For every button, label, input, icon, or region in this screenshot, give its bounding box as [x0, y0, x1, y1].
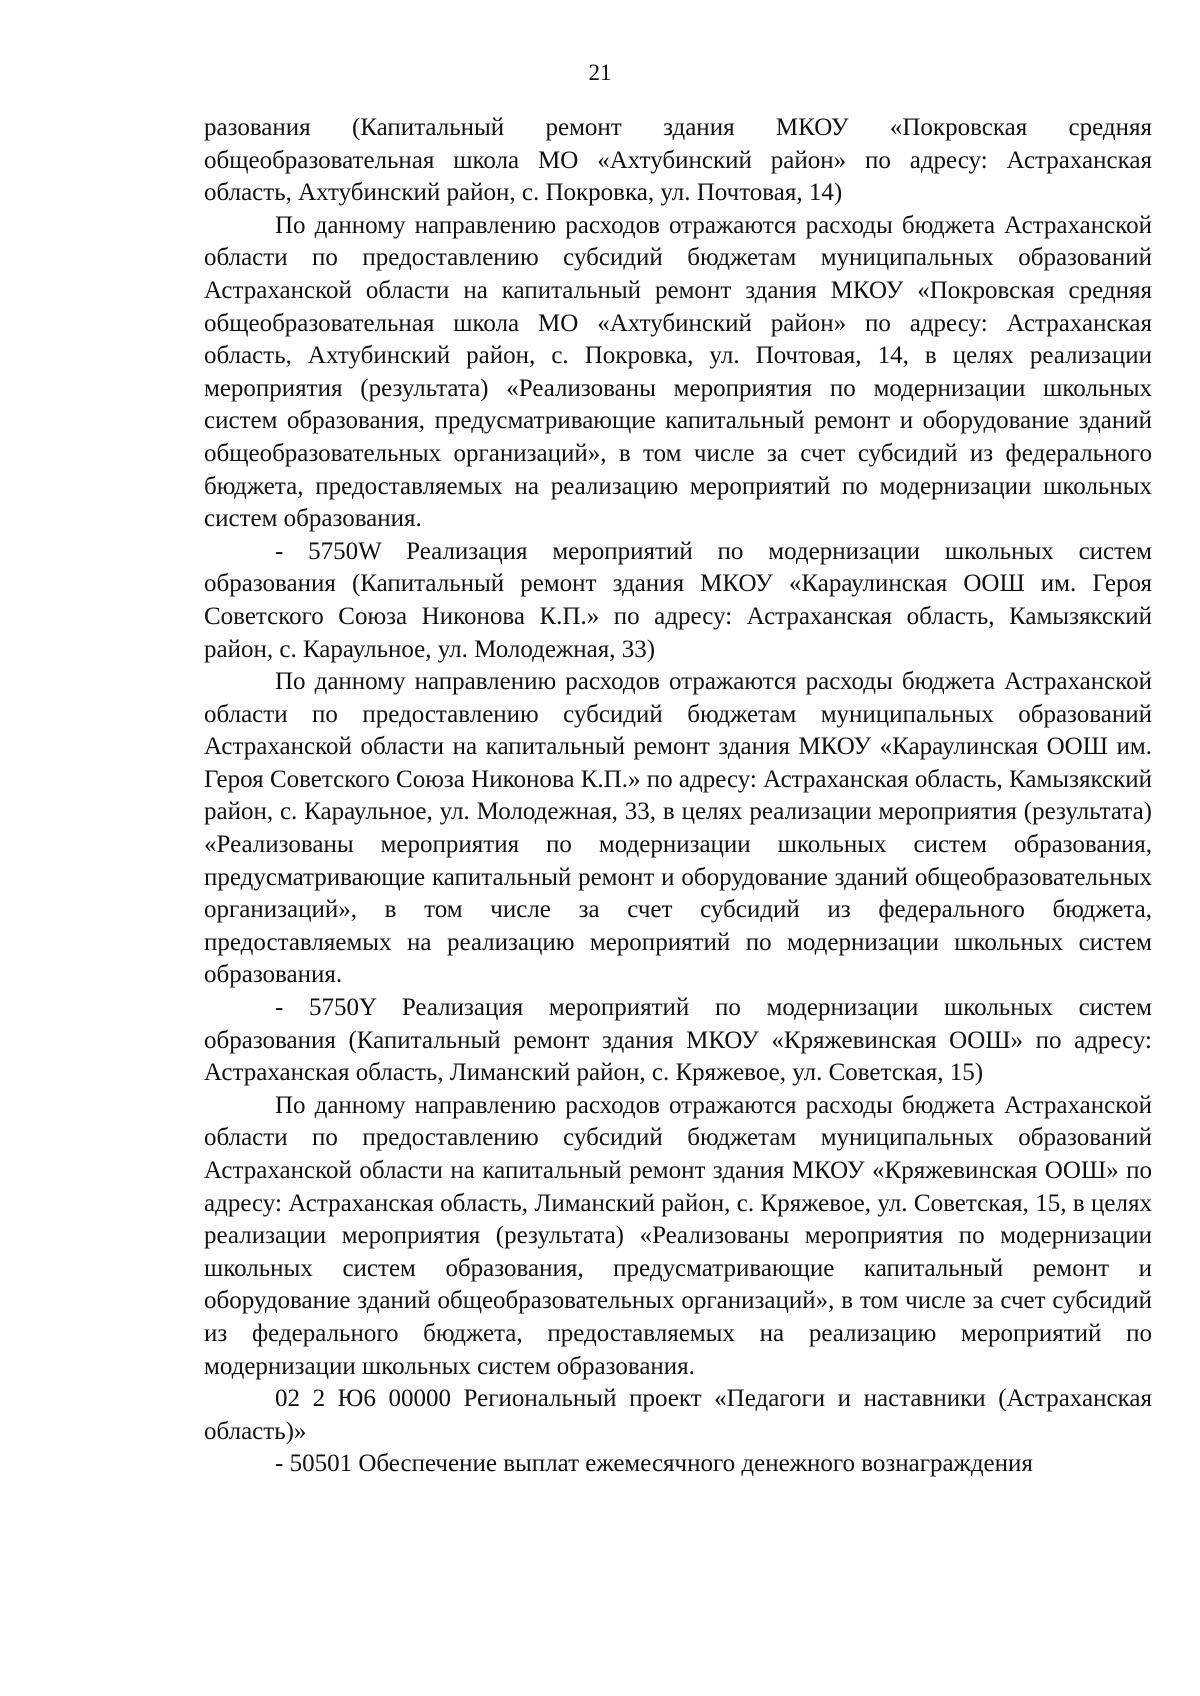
document-body — [204, 112, 1152, 1481]
paragraph-regional-project: 02 2 Ю6 00000 Региональный проект «Педагоги и наставники (Астраханская область)» — [204, 1385, 1152, 1445]
paragraph-description: По данному направлению расходов отражаются расходы бюджета Астраханской области по предоставлению субсидий бюджетам муниципальных образований Астраханской области на капитальный ремонт здания МКОУ «Кряжевинская ООШ» по адресу: Астраханская область, Лиманский район, с. Кряжевое, ул. Советская, 15, в целях реализации мероприятия (результата) «Реализованы мероприятия по модернизации школьных систем образования, предусматривающие капитальный ремонт и оборудование зданий общеобразовательных организаций», в том числе за счет субсидий из федерального бюджета, предоставляемых на реализацию мероприятий по модернизации школьных систем образования. — [204, 1091, 1152, 1380]
paragraph-continuation: разования (Капитальный ремонт здания МКОУ «Покровская средняя общеобразовательная школа МО «Ахтубинский район» по адресу: Астраханская область, Ахтубинский район, с. Покровка, ул. Почтовая, 14) — [204, 114, 1152, 207]
paragraph-description: По данному направлению расходов отражаются расходы бюджета Астраханской области по предоставлению субсидий бюджетам муниципальных образований Астраханской области на капитальный ремонт здания МКОУ «Покровская средняя общеобразовательная школа МО «Ахтубинский район» по адресу: Астраханская область, Ахтубинский район, с. Покровка, ул. Почтовая, 14, в целях реализации мероприятия (результата) «Реализованы мероприятия по модернизации школьных систем образования, предусматривающие капитальный ремонт и оборудование зданий общеобразовательных организаций», в том числе за счет субсидий из федерального бюджета, предоставляемых на реализацию мероприятий по модернизации школьных систем образования. — [204, 211, 1152, 533]
paragraph-item-5750w: - 5750W Реализация мероприятий по модернизации школьных систем образования (Капитальный ремонт здания МКОУ «Караулинская ООШ им. Героя Советского Союза Никонова К.П.» по адресу: Астраханская область, Камызякский район, с. Караульное, ул. Молодежная, 33) — [204, 537, 1152, 663]
paragraph-item-50501: - 50501 Обеспечение выплат ежемесячного денежного вознаграждения — [275, 1450, 1033, 1478]
page-number: 21 — [588, 60, 612, 85]
paragraph-item-5750y: - 5750Y Реализация мероприятий по модернизации школьных систем образования (Капитальный ремонт здания МКОУ «Кряжевинская ООШ» по адресу: Астраханская область, Лиманский район, с. Кряжевое, ул. Советская, 15) — [204, 994, 1152, 1087]
paragraph-description: По данному направлению расходов отражаются расходы бюджета Астраханской области по предоставлению субсидий бюджетам муниципальных образований Астраханской области на капитальный ремонт здания МКОУ «Караулинская ООШ им. Героя Советского Союза Никонова К.П.» по адресу: Астраханская область, Камызякский район, с. Караульное, ул. Молодежная, 33, в целях реализации мероприятия (результата) «Реализованы мероприятия по модернизации школьных систем образования, предусматривающие капитальный ремонт и оборудование зданий общеобразовательных организаций», в том числе за счет субсидий из федерального бюджета, предоставляемых на реализацию мероприятий по модернизации школьных систем образования. — [204, 668, 1152, 989]
